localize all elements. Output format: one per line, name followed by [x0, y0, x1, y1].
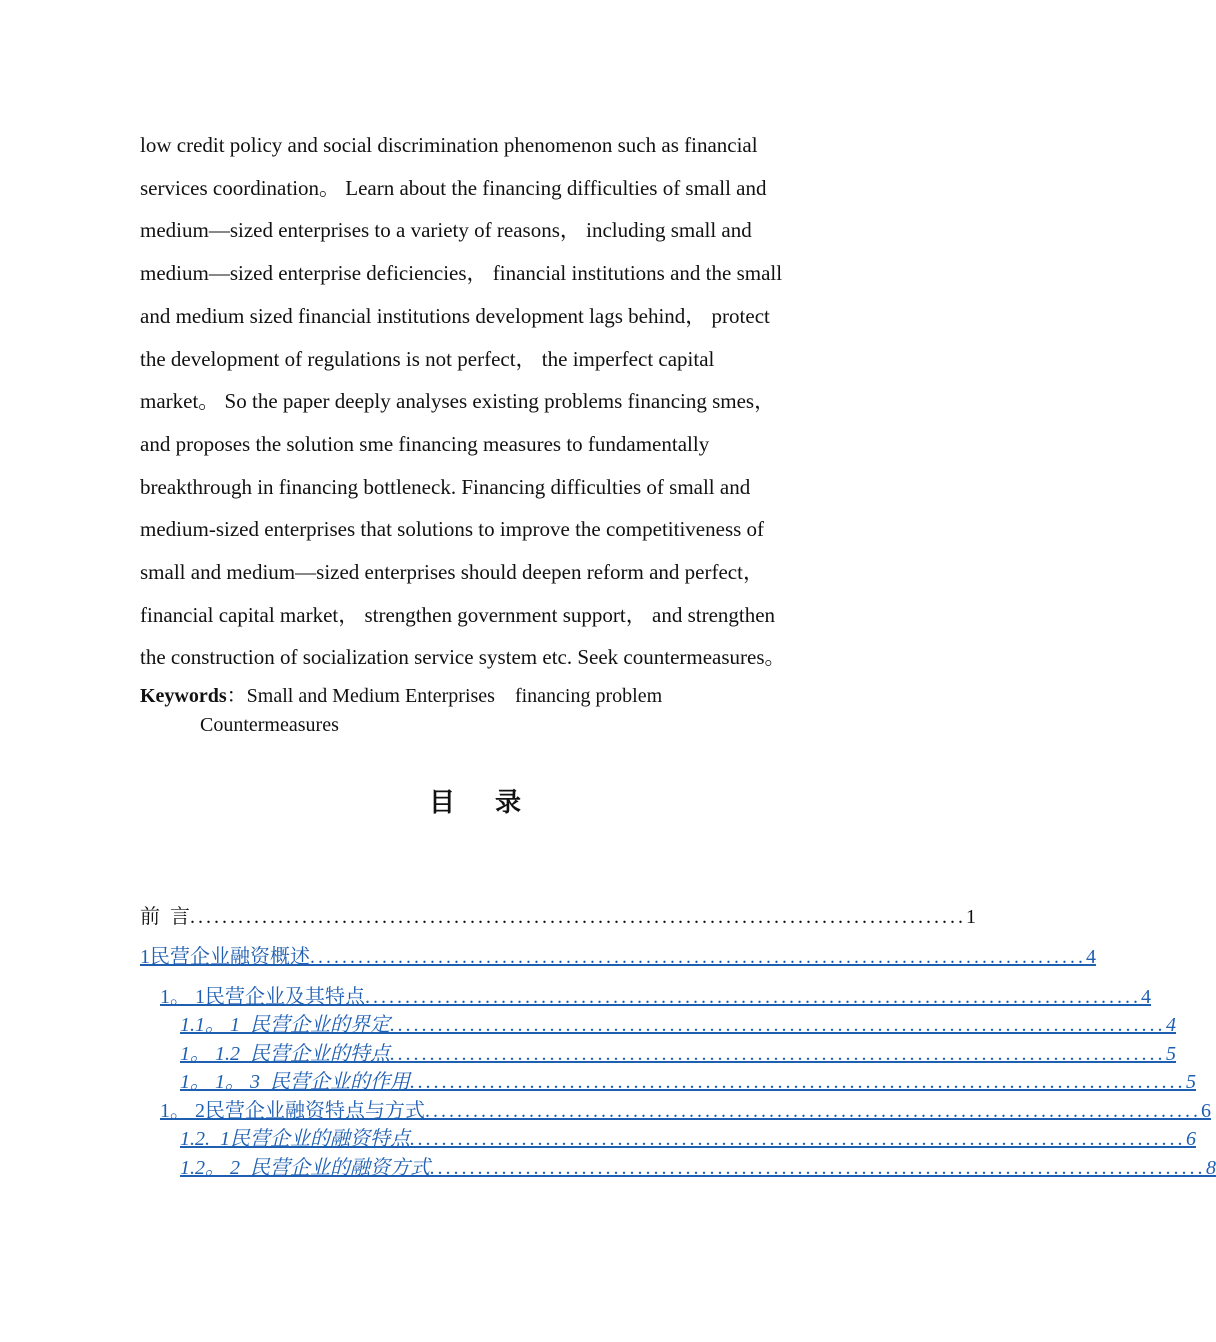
toc-title: 目录	[428, 788, 561, 818]
toc-entry-title: 1.2。 2 民营企业的融资方式	[180, 1157, 430, 1179]
toc-entry-link[interactable]	[180, 1037, 1176, 1066]
keywords-label: Keywords	[140, 685, 227, 707]
toc-entry-page: 4	[1086, 946, 1096, 968]
keywords-terms: Small and Medium Enterprises financing problem	[246, 685, 663, 707]
toc-entry-page: 5	[1186, 1071, 1196, 1093]
toc-entry-page: 1	[966, 906, 976, 928]
toc-entry-title: 1。 1民营企业及其特点	[160, 986, 365, 1008]
toc-entry-title: 1民营企业融资概述	[140, 946, 310, 968]
toc-entry-link[interactable]	[160, 980, 1151, 1009]
toc-leader-dots: .................................................................................................	[365, 986, 1141, 1008]
abstract-line: services coordination。 Learn about the financing difficulties of small and	[140, 175, 767, 200]
toc-entry-page: 5	[1166, 1043, 1176, 1065]
abstract-line: financial capital market， strengthen government support， and strengthen	[140, 602, 776, 627]
abstract-line: medium—sized enterprise deficiencies， financial institutions and the small	[140, 261, 783, 286]
abstract-line: medium—sized enterprises to a variety of reasons， including small and	[140, 218, 752, 243]
toc-leader-dots: .................................................................................................	[190, 906, 966, 928]
keywords-separator: ：	[226, 685, 247, 707]
toc-leader-dots: .................................................................................................	[410, 1128, 1186, 1150]
keywords-line-1	[140, 682, 820, 711]
toc-entry-link[interactable]	[180, 1065, 1196, 1094]
toc-entry-link[interactable]	[180, 1008, 1176, 1037]
abstract-line: and medium sized financial institutions development lags behind， protect	[140, 303, 770, 328]
abstract-line: small and medium—sized enterprises should deepen reform and perfect，	[140, 560, 764, 585]
toc-entry-title: 1。 1.2 民营企业的特点	[180, 1043, 390, 1065]
toc-entry-link[interactable]	[160, 1094, 1211, 1123]
toc-entry-title: 1.1。 1 民营企业的界定	[180, 1014, 390, 1036]
toc-entry-link[interactable]	[180, 1151, 1216, 1180]
toc-entry-title: 1。 1。 3 民营企业的作用	[180, 1071, 410, 1093]
abstract-line: the construction of socialization service system etc. Seek countermeasures。	[140, 645, 786, 670]
keywords-block	[140, 682, 820, 740]
toc-leader-dots: .................................................................................................	[425, 1100, 1201, 1122]
toc-leader-dots: .................................................................................................	[390, 1043, 1166, 1065]
abstract-line: breakthrough in financing bottleneck. Financing difficulties of small and	[140, 474, 751, 499]
toc-entry-title: 1。 2民营企业融资特点与方式	[160, 1100, 425, 1122]
toc-entry-title: 前 言	[140, 906, 190, 928]
keywords-line-2: Countermeasures	[200, 714, 339, 736]
toc-entry-page: 6	[1186, 1128, 1196, 1150]
toc-entry-link[interactable]	[140, 940, 1096, 969]
toc-leader-dots: .................................................................................................	[310, 946, 1086, 968]
toc-entry-title: 1.2. 1民营企业的融资特点	[180, 1128, 410, 1150]
toc-leader-dots: .................................................................................................	[410, 1071, 1186, 1093]
toc-leader-dots: .................................................................................................	[390, 1014, 1166, 1036]
abstract-line: the development of regulations is not perfect， the imperfect capital	[140, 346, 715, 371]
toc-leader-dots: .................................................................................................	[430, 1157, 1206, 1179]
toc-entry-page: 4	[1166, 1014, 1176, 1036]
toc-entry-page: 6	[1201, 1100, 1211, 1122]
abstract-line: medium-sized enterprises that solutions to improve the competitiveness of	[140, 517, 765, 542]
abstract-line: low credit policy and social discrimination phenomenon such as financial	[140, 133, 758, 157]
abstract-line: and proposes the solution sme financing measures to fundamentally	[140, 431, 710, 456]
toc-entry-page: 4	[1141, 986, 1151, 1008]
abstract-body	[140, 124, 820, 679]
toc-entry[interactable]	[140, 900, 976, 929]
toc-entry-page: 8	[1206, 1157, 1216, 1179]
toc-entry-link[interactable]	[180, 1122, 1196, 1151]
abstract-line: market。 So the paper deeply analyses existing problems financing smes，	[140, 389, 776, 414]
